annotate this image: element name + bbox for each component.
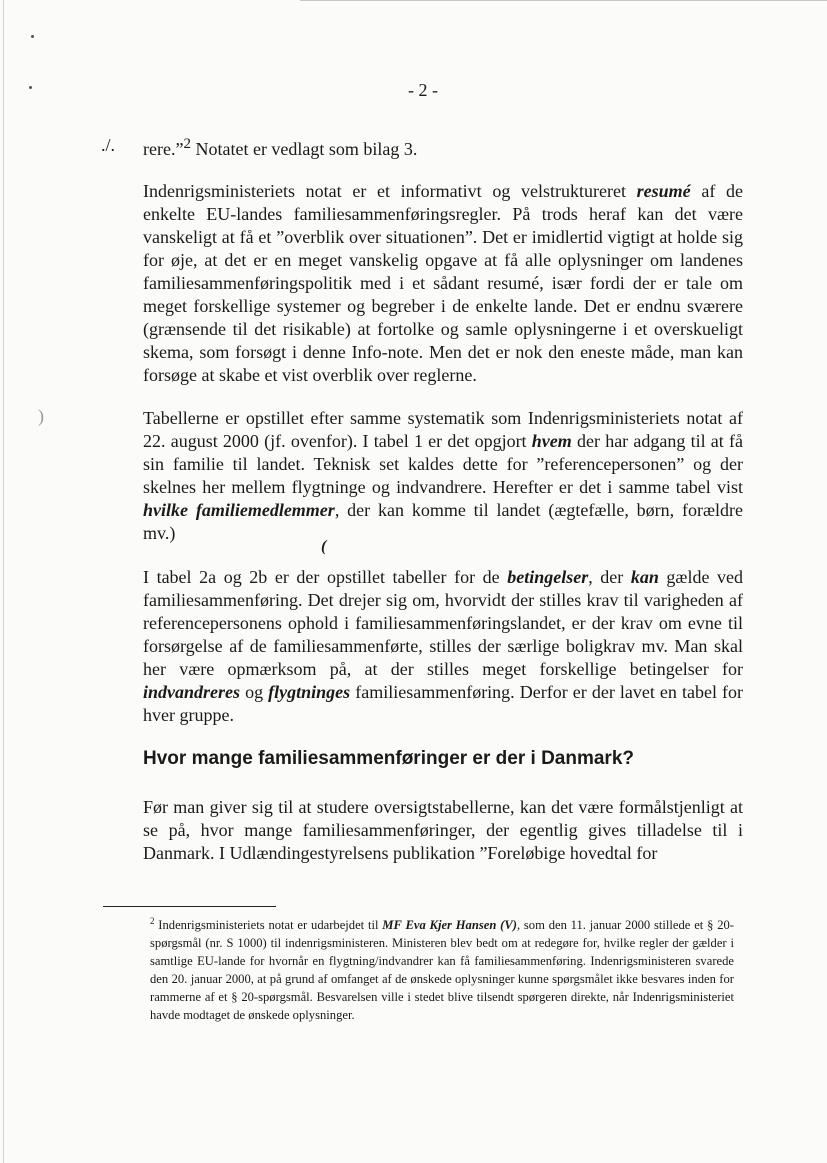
p0-rest: Notatet er vedlagt som bilag 3. (190, 139, 418, 159)
scan-edge-left (3, 0, 4, 1163)
p3-text: I tabel 2a og 2b er der opstillet tabeller for de (143, 567, 508, 587)
scan-edge-top (300, 0, 827, 1)
p3-emphasis: kan (630, 567, 659, 587)
p3-emphasis: flygtninges (268, 682, 351, 702)
paragraph-resume (143, 180, 743, 387)
p2-text: , der kan komme til landet (ægtefælle, børn, forældre mv.) (143, 500, 743, 543)
footnote-text: Indenrigsministeriets notat er udarbejdet til (154, 918, 383, 933)
p5-text: Før man giver sig til at studere oversigtstabellerne, kan det være formålstjenligt at se på, hvor mange familiesammenføringer, der egentlig gives tilladelse til i Danmark. I Udlændingestyrelsens publikation ”Foreløbige hovedtal for (143, 797, 743, 863)
p3-text: og (240, 682, 269, 702)
p1-text: af de enkelte EU-landes familiesammenføringsregler. På trods heraf kan det være vanskeligt at få et ”overblik over situationen”. Det er imidlertid vigtigt at holde sig for øje, at det er en meget vanskelig opgave at få alle oplysninger om landenes familiesammenføringspolitik med i et sådant resumé, især fordi der er tale om meget forskellige systemer og begreber i de enkelte lande. Det er endnu sværere (grænsende til det risikable) at fortolke og samle oplysningerne i et overskueligt skema, som forsøgt i denne Info-note. Men det er nok den eneste måde, man kan forsøge at skabe et vist overblik over reglerne. (143, 181, 743, 385)
margin-mark: ./. (101, 135, 116, 155)
p2-text: der har adgang til at få sin familie til landet. Teknisk set kaldes dette for ”referencepersonen” og der skelnes her mellem flygtninge og indvandrere. Herefter er det i samme tabel vist (143, 431, 743, 497)
p3-emphasis: betingelser (507, 567, 589, 587)
footnote (150, 912, 734, 1024)
p2-text: Tabellerne er opstillet efter samme systematik som Indenrigsministeriets notat af 22. august 2000 (jf. ovenfor). I tabel 1 er det opgjort (143, 408, 743, 451)
p3-emphasis: indvandreres (143, 682, 241, 702)
paragraph-conditions (143, 566, 743, 727)
scan-speck (31, 35, 34, 38)
footnote-number: 2 (150, 916, 155, 926)
footnote-text: , som den 11. januar 2000 stillede et § 20-spørgsmål (nr. S 1000) til indenrigsministeren. Ministeren blev bedt om at redegøre for, hvilke regler der gælder i samtlige EU-lande for hvornår en flygtning/indvandrer kan få familiesammenføring. Indenrigsministeren svarede den 20. januar 2000, at på grund af omfanget af de ønskede oplysninger kunne spørgsmålet ikke besvares inden for rammerne af et § 20-spørgsmål. Besvarelsen ville i stedet blive tilsendt spørgeren direkte, når Indenrigsministeriet havde modtaget de ønskede oplysninger. (150, 918, 734, 1023)
footnote-rule (103, 906, 276, 907)
paragraph-tables (143, 407, 743, 545)
p3-text: , der (588, 567, 631, 587)
p1-emphasis: resumé (636, 181, 691, 201)
bracket-mark: ) (38, 406, 44, 426)
page-number: - 2 - (408, 80, 438, 100)
p0-text: rere.” (143, 139, 184, 159)
p2-emphasis: hvem (531, 431, 572, 451)
p3-text: gælde ved familiesammenføring. Det drejer sig om, hvorvidt der stilles krav til varigheden af referencepersonens ophold i familiesammenføringslandet, er der krav om evne til forsørgelse af de familiesammenførte, stilles der særlige boligkrav mv. Man skal her være opmærksom på, at der stilles meget forskellige betingelser for (143, 567, 743, 679)
footnote-ref: 2 (183, 136, 191, 152)
footnote-name: MF Eva Kjer Hansen (V) (382, 918, 517, 933)
section-heading: Hvor mange familiesammenføringer er der i Danmark? (143, 748, 634, 769)
p2-emphasis: hvilke familiemedlemmer (143, 500, 335, 520)
paragraph-count (143, 796, 743, 865)
p1-text: Indenrigsministeriets notat er et informativt og velstruktureret (143, 181, 637, 201)
paragraph-continuation (143, 133, 743, 161)
stray-mark: ( (321, 538, 327, 555)
p3-text: familiesammenføring. Derfor er der lavet en tabel for hver gruppe. (143, 682, 744, 725)
